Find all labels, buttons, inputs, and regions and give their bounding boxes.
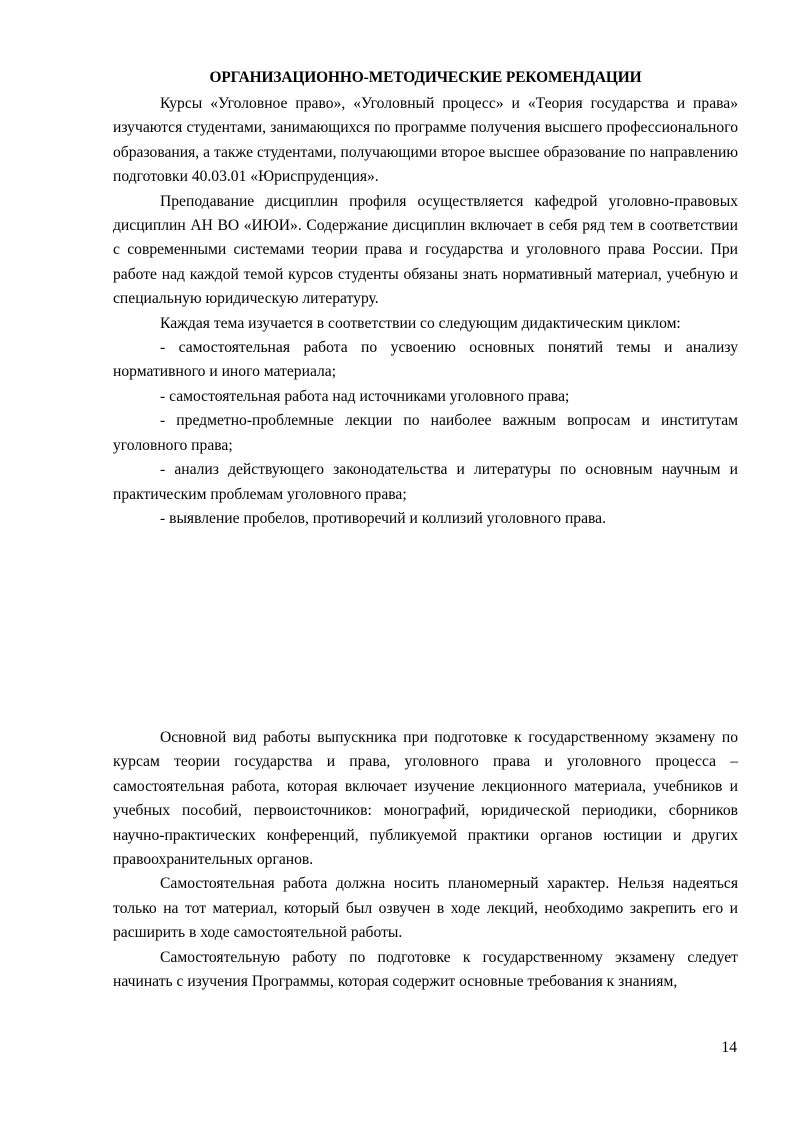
list-item: - выявление пробелов, противоречий и коллизий уголовного права. — [160, 509, 607, 527]
page-number: 14 — [721, 1039, 737, 1056]
paragraph-planned-work: Самостоятельная работа должна носить планомерный характер. Нельзя надеяться только на тот материал, который был озвучен в ходе лекций, необходимо закрепить его и расширить в ходе самостоятельной работы. — [113, 875, 738, 942]
paragraph-teaching: Преподавание дисциплин профиля осуществляется кафедрой уголовно-правовых дисциплин АН ВО «ИЮИ». Содержание дисциплин включает в себя ряд тем в соответствии с современными системами теории права и государства и уголовного права России. При работе над каждой темой курсов студенты обязаны знать нормативный материал, учебную и специальную юридическую литературу. — [113, 192, 738, 308]
paragraph-courses: Курсы «Уголовное право», «Уголовный процесс» и «Теория государства и права» изучаются студентами, занимающихся по программе получения высшего профессионального образования, а также студентами, получающими второе высшее образование по направлению подготовки 40.03.01 «Юриспруденция». — [113, 95, 738, 186]
paragraph-program-study: Самостоятельную работу по подготовке к государственному экзамену следует начинать с изучения Программы, которая содержит основные требования к знаниям, — [113, 948, 738, 991]
list-item: - самостоятельная работа над источниками уголовного права; — [160, 387, 570, 405]
self-study-section — [113, 726, 738, 994]
list-item: - предметно-проблемные лекции по наиболее важным вопросам и институтам уголовного права; — [113, 412, 738, 454]
list-item: - анализ действующего законодательства и литературы по основным научным и практическим проблемам уголовного права; — [113, 461, 738, 503]
paragraph-main-work: Основной вид работы выпускника при подготовке к государственному экзамену по курсам теории государства и права, уголовного права и уголовного процесса – самостоятельная работа, которая включает изучение лекционного материала, учебников и учебных пособий, первоисточников: монографий, юридической периодики, сборников научно-практических конференций, публикуемой практики органов юстиции и других правоохранительных органов. — [113, 729, 738, 869]
list-item: - самостоятельная работа по усвоению основных понятий темы и анализу нормативного и иного материала; — [113, 339, 738, 381]
recommendations-section — [113, 92, 738, 531]
paragraph-didactic-cycle: Каждая тема изучается в соответствии со следующим дидактическим циклом: — [160, 314, 681, 332]
section-title: ОРГАНИЗАЦИОННО-МЕТОДИЧЕСКИЕ РЕКОМЕНДАЦИИ — [209, 69, 642, 86]
